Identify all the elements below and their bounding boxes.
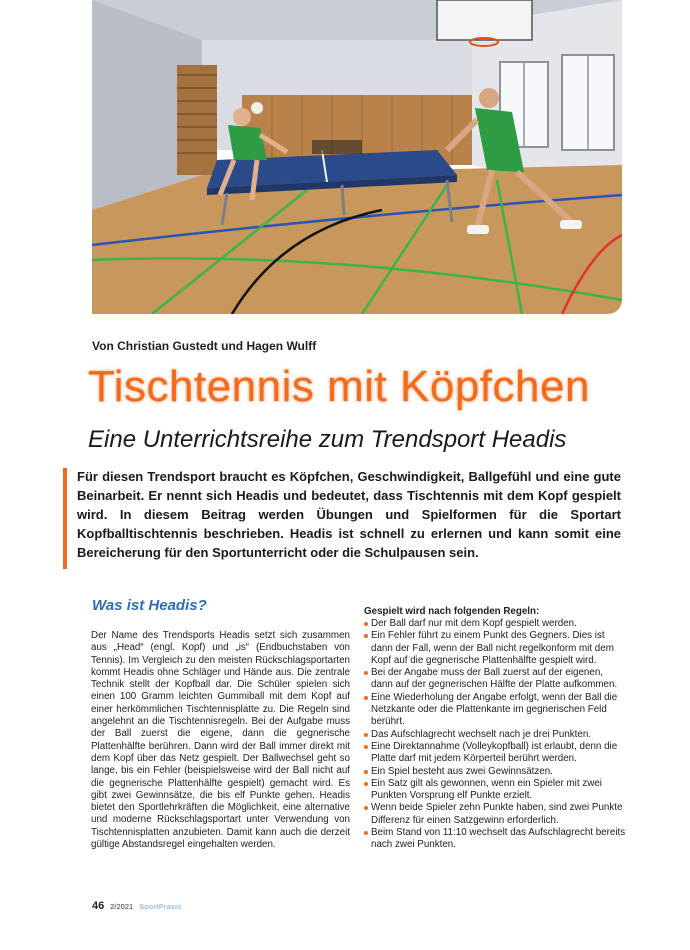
bullet-icon xyxy=(364,696,368,700)
rules-list-item xyxy=(364,729,626,741)
section-body-text: Der Name des Trendsports Headis setzt sich zusammen aus „Head“ (engl. Kopf) und „is“ (Endbuchstaben von Tennis). Im Vergleich zu den meisten Rückschlagsportarten kommt Headis ohne Schläger und Hände aus. Die zentrale Technik stellt der Kopfball dar. Die Schüler spielen sich einen 100 Gramm leichten Gummiball mit dem Kopf auf einer herkömmlichen Tischtennisplatte zu. Die Regeln sind angelehnt an die Tischtennisregeln. Bei der Aufgabe muss der Ball zuerst die eigene, dann die gegnerische Plattenhälfte berühren. Dann wird der Ball immer direkt mit dem Kopf über das Netz gespielt. Der Ballwechsel geht so lange, bis ein Fehler (beispielsweise wird der Ball nicht auf die gegnerische Plattenhälfte gespielt) gemacht wird. Es gibt zwei Gewinnsätze, die bis elf Punkte gehen. Headis bietet den Sportlehrkräften die Möglichkeit, eine alternative und moderne Rückschlagsportart unter Verwendung von Tischtennisplatten anzubieten. Damit kann auch die derzeit gültige Abstandsregel eingehalten werden. xyxy=(91,630,350,851)
rules-list-item xyxy=(364,667,626,692)
bullet-icon xyxy=(364,622,368,626)
rule-text: Eine Wiederholung der Angabe erfolgt, wenn der Ball die Netzkante oder die Plattenkante im gegnerischen Feld berührt. xyxy=(371,691,618,728)
page-number: 46 xyxy=(92,900,105,912)
rule-text: Das Aufschlagrecht wechselt nach je drei Punkten. xyxy=(371,728,592,740)
bullet-icon xyxy=(364,733,368,737)
rule-text: Bei der Angabe muss der Ball zuerst auf der eigenen, dann auf der gegnerischen Hälfte der Platte aufkommen. xyxy=(371,667,618,691)
lead-accent-bar xyxy=(63,468,67,569)
rule-text: Wenn beide Spieler zehn Punkte haben, sind zwei Punkte Differenz für einen Satzgewinn erforderlich. xyxy=(371,802,623,826)
rule-text: Beim Stand von 11:10 wechselt das Aufschlagrecht bereits nach zwei Punkten. xyxy=(371,827,626,851)
rule-text: Der Ball darf nur mit dem Kopf gespielt werden. xyxy=(371,618,577,629)
rules-list-item xyxy=(364,827,626,852)
article-subtitle: Eine Unterrichtsreihe zum Trendsport Headis xyxy=(88,426,567,453)
rules-list-item xyxy=(364,618,626,630)
journal-name: SportPraxis xyxy=(139,902,182,911)
bullet-icon xyxy=(364,782,368,786)
rules-list-item xyxy=(364,766,626,778)
headis-photo-illustration xyxy=(92,0,622,314)
lead-paragraph: Für diesen Trendsport braucht es Köpfchen, Geschwindigkeit, Ballgefühl und eine gute Beinarbeit. Er nennt sich Headis und bedeutet, dass Tischtennis mit dem Kopf gespielt wird. In diesem Beitrag werden Übungen und Spielformen für die Sportart Kopfballtischtennis beschrieben. Headis ist schnell zu erlernen und kann somit eine Bereicherung für den Sportunterricht oder die Schulpausen sein. xyxy=(77,469,621,560)
rules-list-item xyxy=(364,692,626,729)
rule-text: Ein Satz gilt als gewonnen, wenn ein Spieler mit zwei Punkten Vorsprung elf Punkte erzielt. xyxy=(371,777,602,802)
rules-heading: Gespielt wird nach folgenden Regeln: xyxy=(364,606,540,617)
bullet-icon xyxy=(364,745,368,749)
rules-list-item xyxy=(364,630,626,667)
rule-text: Eine Direktannahme (Volleykopfball) ist erlaubt, denn die Platte darf mit jedem Körperteil berührt werden. xyxy=(371,740,618,765)
section-heading: Was ist Headis? xyxy=(92,597,207,614)
header-photo xyxy=(92,0,622,314)
bullet-icon xyxy=(364,671,368,675)
rules-list-item xyxy=(364,778,626,803)
article-authors: Von Christian Gustedt und Hagen Wulff xyxy=(92,339,317,353)
rule-text: Ein Spiel besteht aus zwei Gewinnsätzen. xyxy=(371,765,553,777)
rule-text: Ein Fehler führt zu einem Punkt des Gegners. Dies ist dann der Fall, wenn der Ball nicht regelkonform mit dem Kopf auf die gegnerische Plattenhälfte gespielt wird. xyxy=(371,630,614,666)
page-footer xyxy=(92,900,181,912)
issue-number: 2/2021 xyxy=(110,902,134,911)
article-title: Tischtennis mit Köpfchen xyxy=(88,362,590,411)
rules-list-item xyxy=(364,741,626,766)
bullet-icon xyxy=(364,770,368,774)
bullet-icon xyxy=(364,806,368,810)
rules-list-item xyxy=(364,802,626,827)
bullet-icon xyxy=(364,831,368,835)
rules-list xyxy=(364,618,626,852)
bullet-icon xyxy=(364,634,368,638)
